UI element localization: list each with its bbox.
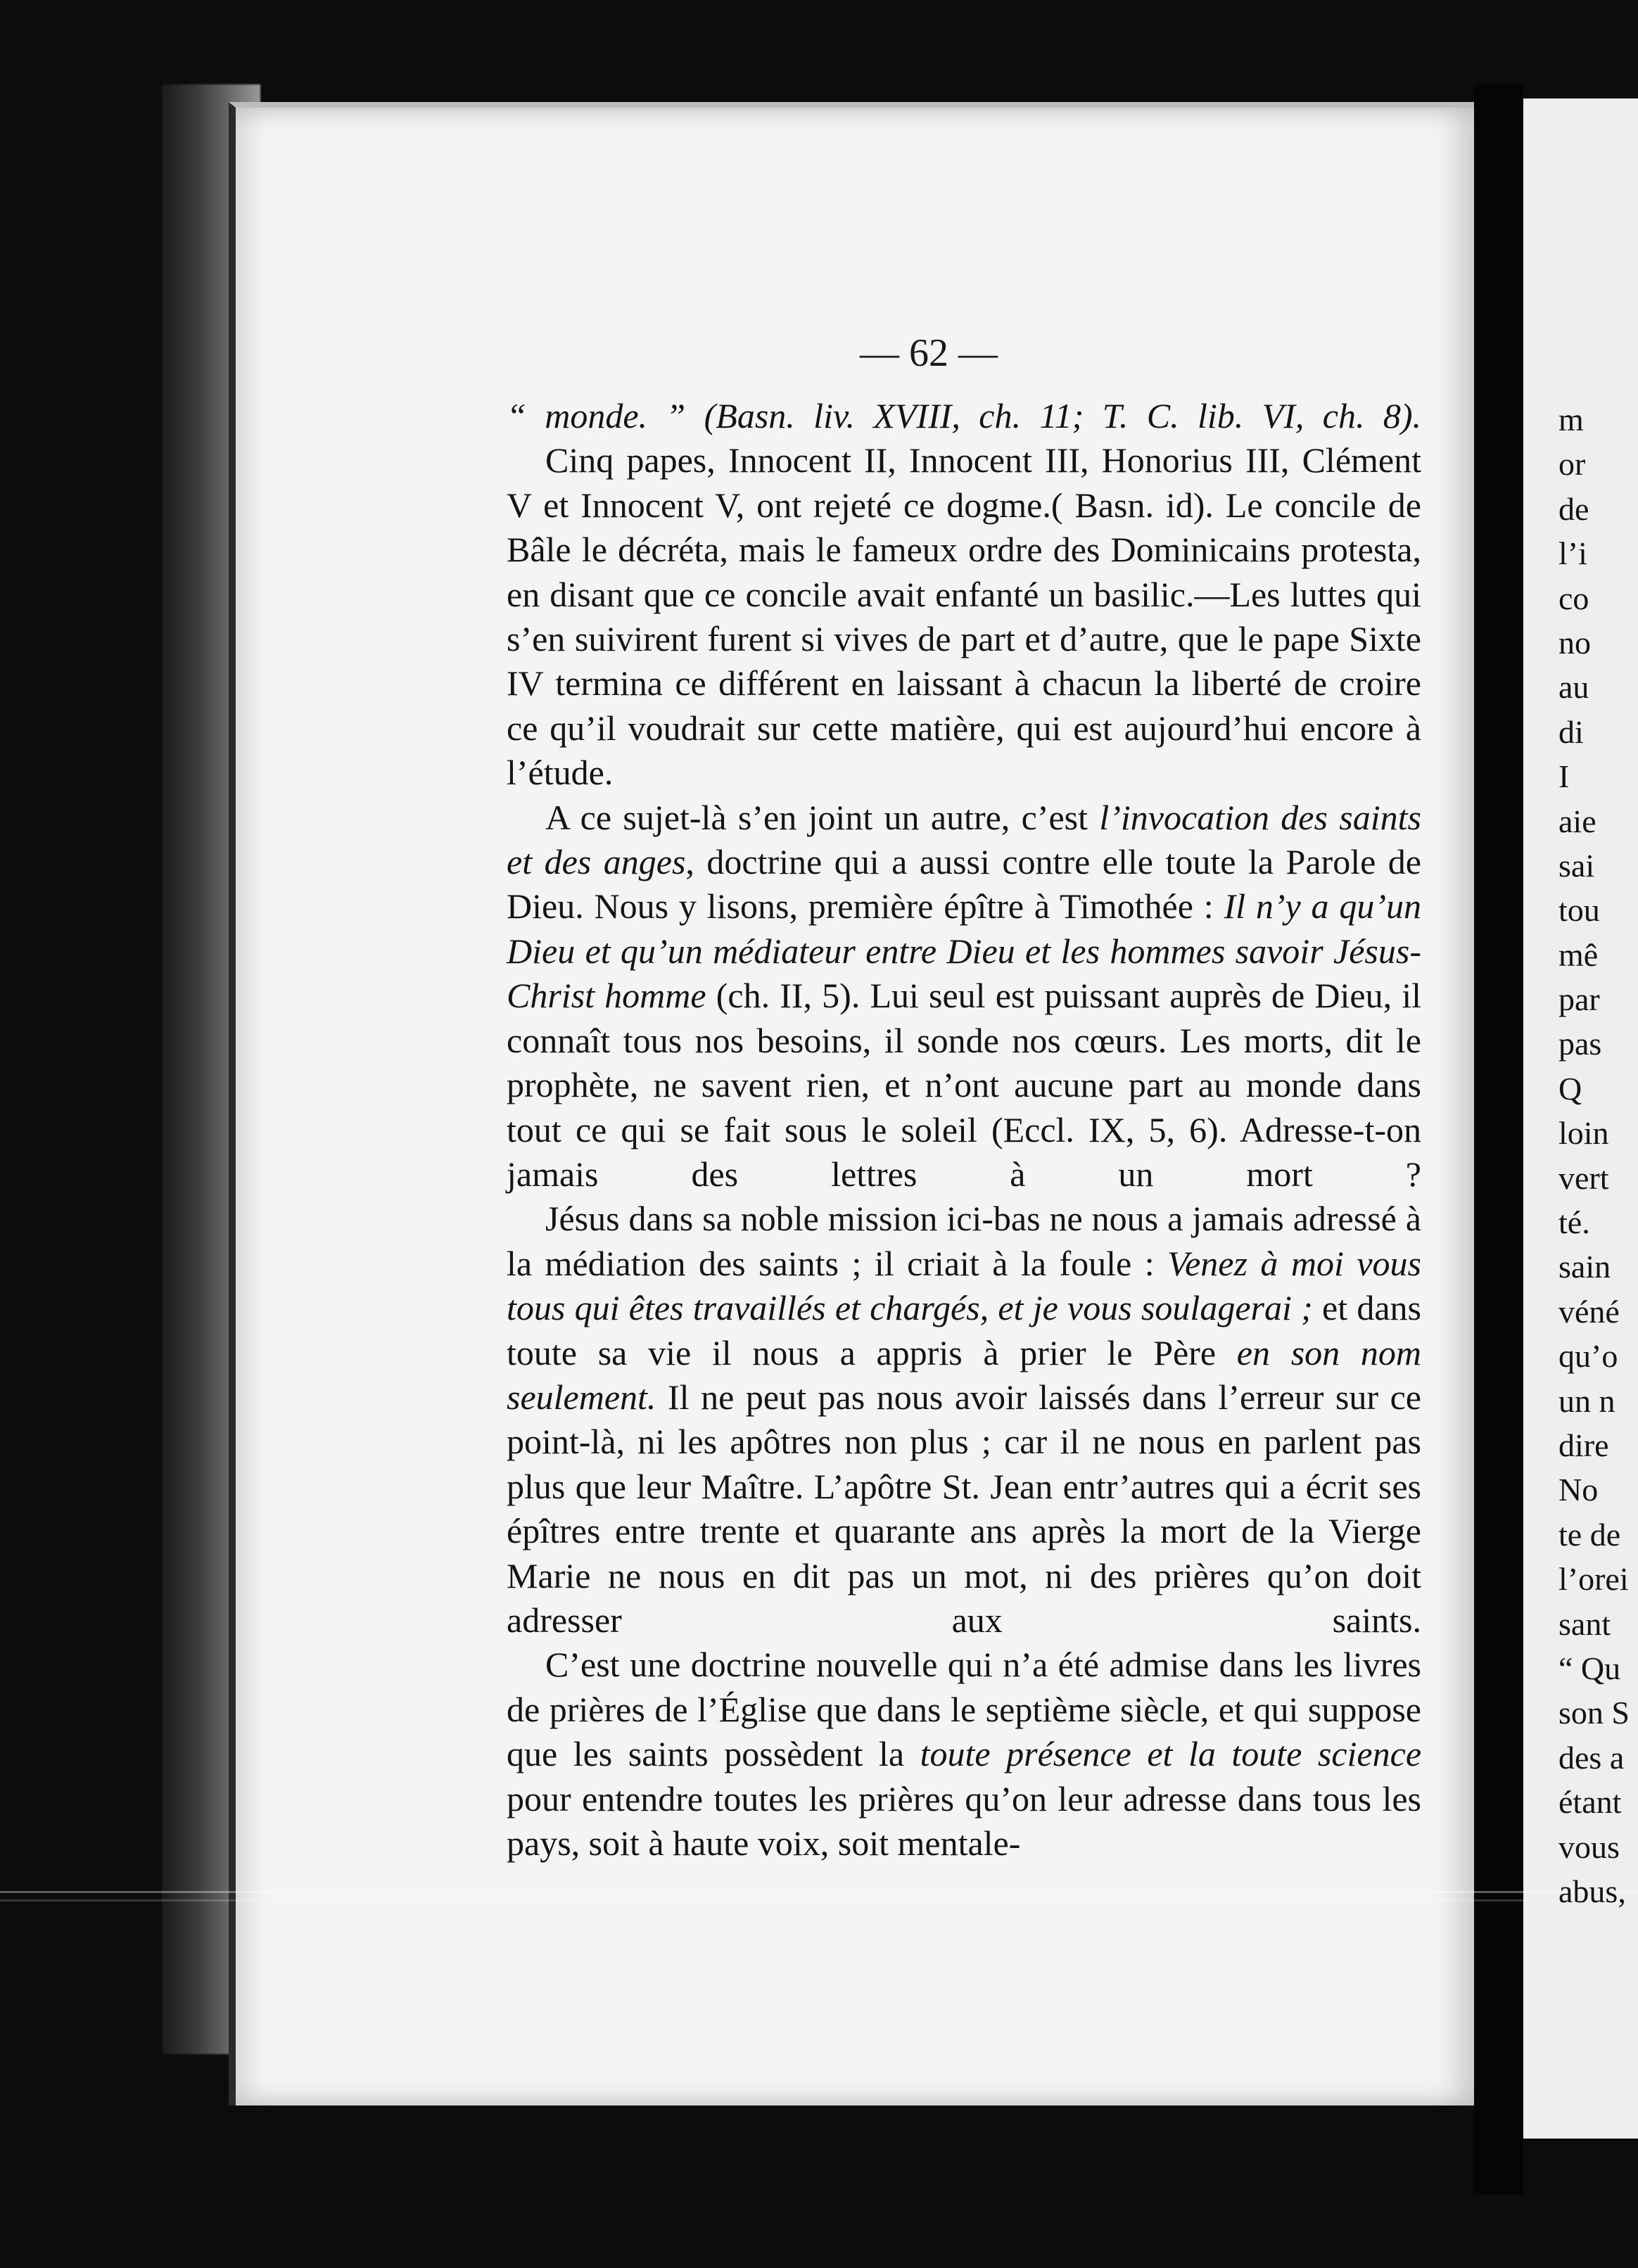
fragment-line: un n <box>1558 1382 1615 1419</box>
fragment-line: no <box>1558 624 1591 661</box>
fragment-line: No <box>1558 1472 1599 1508</box>
fragment-line: étant <box>1558 1784 1622 1821</box>
fragment-line: au <box>1558 669 1589 706</box>
fragment-line: co <box>1558 580 1589 616</box>
fragment-line: aie <box>1558 803 1596 839</box>
paragraph-text: A ce sujet-là s’en joint un autre, c’est <box>545 797 1100 837</box>
fragment-line: m <box>1558 402 1584 438</box>
fragment-line: di <box>1558 713 1584 750</box>
fragment-line: sant <box>1558 1605 1611 1642</box>
page-number: — 62 — <box>860 331 998 375</box>
paragraph <box>507 1643 1421 1866</box>
paragraph-text: Cinq papes, Innocent II, Innocent III, Honorius III, Clément V et Innocent V, ont rejeté ce dogme.( Basn. id). Le concile de Bâle le décréta, mais le fameux ordre des Dominicains protesta, en disant que ce concile avait enfanté un basilic.—Les luttes qui s’en suivirent furent si vives de part et d’autre, que le pape Sixte IV termina ce différent en laissant à chacun la liberté de croire ce qu’il voudrait sur cette matière, qui est aujourd’hui encore à l’étude. <box>507 440 1421 793</box>
paragraph-text: Il ne peut pas nous avoir laissés dans l’erreur sur ce point-là, ni les apôtres non plus ; car il ne nous en parlent pas plus que leur Maître. L’apôtre St. Jean entr’autres qui a écrit ses épîtres entre trente et quarante ans après la mort de la Vierge Marie ne nous en dit pas un mot, ni des prières qu’on doit adresser aux saints. <box>507 1377 1421 1640</box>
fragment-line: té. <box>1558 1204 1590 1241</box>
fragment-line: Q <box>1558 1070 1582 1107</box>
paragraph-text: “ monde. ” (Basn. liv. XVIII, ch. 11; T. C. lib. VI, ch. 8). <box>507 396 1421 435</box>
scan-artifact-line <box>0 1899 1638 1901</box>
fragment-line: vert <box>1558 1159 1609 1196</box>
fragment-line: mê <box>1558 936 1599 973</box>
paragraph-text: Jésus dans sa noble mission ici-bas ne nous a jamais adressé à la médiation des saints ; il criait à la foule : <box>507 1199 1421 1283</box>
fragment-line: or <box>1558 446 1586 483</box>
fragment-line: “ Qu <box>1558 1650 1621 1686</box>
fragment-line: l’i <box>1558 535 1587 572</box>
paragraph <box>507 394 1421 438</box>
fragment-line: te de <box>1558 1516 1621 1553</box>
italic-text: toute présence et la toute science <box>920 1734 1422 1774</box>
paragraph <box>507 1197 1421 1643</box>
paragraph-text: et dans toute sa vie il nous a appris à prier le Père <box>507 1288 1422 1372</box>
fragment-line: sain <box>1558 1249 1611 1285</box>
fragment-line: son S <box>1558 1695 1630 1731</box>
paragraph <box>507 796 1421 1197</box>
fragment-line: tou <box>1558 892 1600 929</box>
body-text <box>507 394 1421 1866</box>
italic-quote: Il n’y a qu’un Dieu et qu’un médiateur entre Dieu et les hommes savoir Jésus-Christ homme <box>507 886 1421 1016</box>
paragraph <box>507 438 1421 795</box>
right-page-fragments <box>1558 397 1638 1913</box>
italic-text: en son nom seulement. <box>507 1332 1422 1417</box>
scan-artifact-line <box>0 1891 1638 1893</box>
fragment-line: abus, <box>1558 1873 1626 1909</box>
book-gutter <box>1474 84 1523 2195</box>
fragment-line: l’orei <box>1558 1561 1629 1598</box>
fragment-line: sai <box>1558 847 1595 884</box>
fragment-line: loin <box>1558 1115 1609 1152</box>
fragment-line: par <box>1558 981 1600 1018</box>
paragraph-text: , doctrine qui a aussi contre elle toute la Parole de Dieu. Nous y lisons, première épître à Timothée : <box>507 842 1421 926</box>
fragment-line: qu’o <box>1558 1338 1618 1375</box>
fragment-line: dire <box>1558 1427 1609 1463</box>
fragment-line: vous <box>1558 1828 1620 1865</box>
fragment-line: I <box>1558 758 1570 795</box>
italic-text: l’invocation des saints et des anges <box>507 797 1421 882</box>
fragment-line: pas <box>1558 1026 1602 1062</box>
fragment-line: de <box>1558 490 1589 527</box>
paragraph-text: pour entendre toutes les prières qu’on leur adresse dans tous les pays, soit à haute voix, soit mentale- <box>507 1778 1421 1863</box>
fragment-line: véné <box>1558 1293 1620 1330</box>
paragraph-text: (ch. II, 5). Lui seul est puissant auprès de Dieu, il connaît tous nos besoins, il sonde nos cœurs. Les morts, dit le prophète, ne savent rien, et n’ont aucune part au monde dans tout ce qui se fait sous le soleil (Eccl. IX, 5, 6). Adresse-t-on jamais des lettres à un mort ? <box>507 976 1421 1194</box>
fragment-line: des a <box>1558 1739 1625 1776</box>
italic-quote: Venez à moi vous tous qui êtes travaillés et chargés, et je vous soulagerai ; <box>507 1243 1421 1328</box>
paragraph-text: C’est une doctrine nouvelle qui n’a été admise dans les livres de prières de l’Église que dans le septième siècle, et qui suppose que les saints possèdent la <box>507 1645 1421 1774</box>
